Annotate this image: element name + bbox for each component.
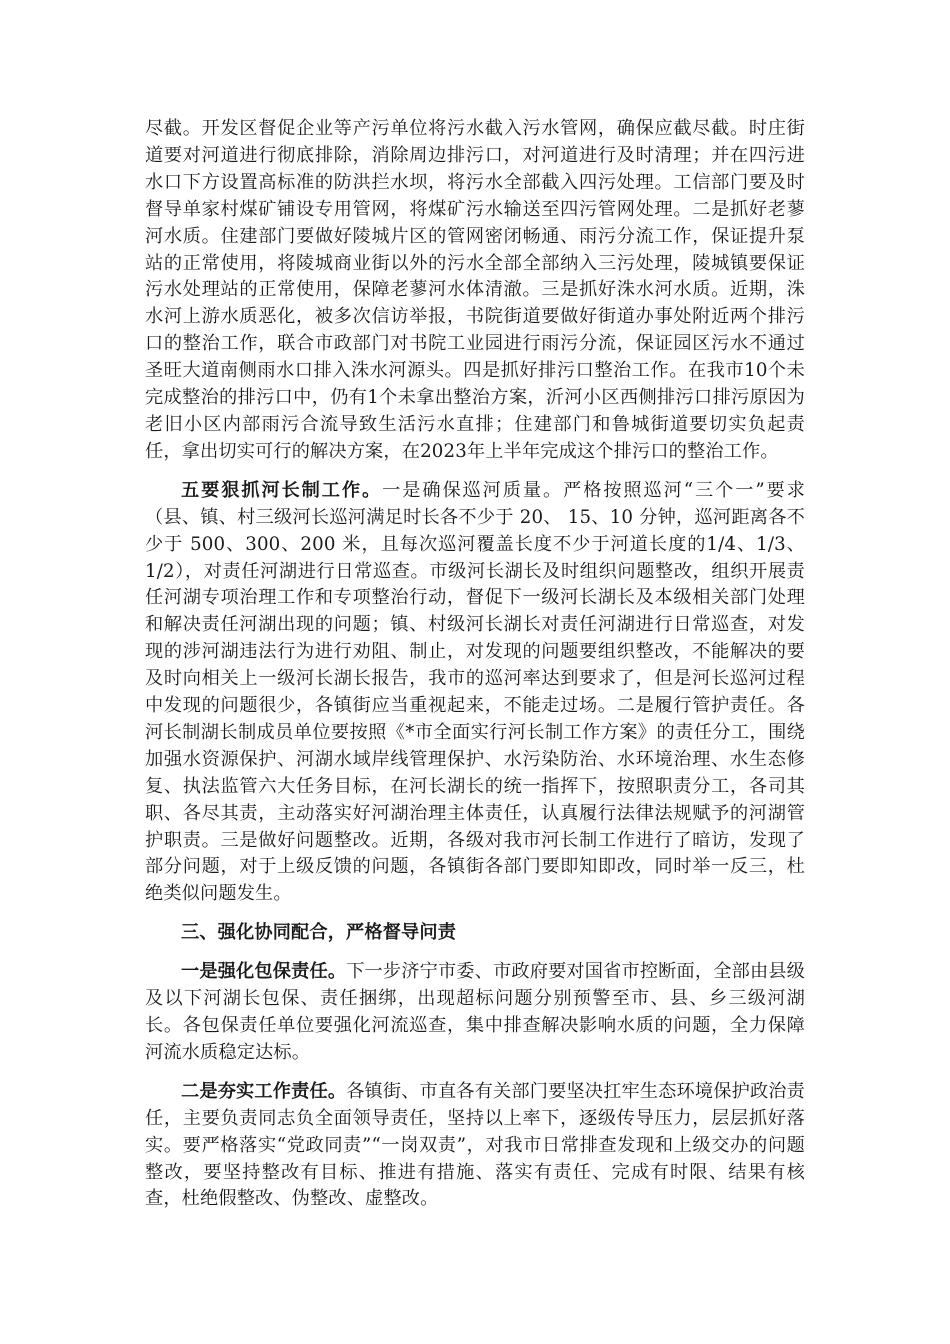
paragraph-lead: 五要狠抓河长制工作。 [181, 479, 383, 501]
body-paragraph [145, 478, 805, 909]
paragraph-text: 尽截。开发区督促企业等产污单位将污水截入污水管网，确保应截尽截。时庄街道要对河道进行彻底排除，消除周边排污口，对河道进行及时清理；并在四污进水口下方设置高标准的防洪拦水坝，将污水全部截入四污处理。工信部门要及时督导单家村煤矿铺设专用管网，将煤矿污水输送至四污管网处理。二是抓好老蓼河水质。住建部门要做好陵城片区的管网密闭畅通、雨污分流工作，保证提升泵站的正常使用，将陵城商业街以外的污水全部全部纳入三污处理，陵城镇要保证污水处理站的正常使用，保障老蓼河水体清澈。三是抓好洙水河水质。近期，洙水河上游水质恶化，被多次信访举报，书院街道要做好街道办事处附近两个排污口的整治工作，联合市政部门对书院工业园进行雨污分流，保证园区污水不通过圣旺大道南侧雨水口排入洙水河源头。四是抓好排污口整治工作。在我市10个未完成整治的排污口中，仍有1个未拿出整治方案，沂河小区西侧排污口排污原因为老旧小区内部雨污合流导致生活污水直排；住建部门和鲁城街道要切实负起责任，拿出切实可行的解决方案，在2023年上半年完成这个排污口的整治工作。 [145, 118, 805, 462]
paragraph-text: 一是确保巡河质量。严格按照巡河“三个一”要求（县、镇、村三级河长巡河满足时长各不少于 20、 15、10 分钟，巡河距离各不少于 500、300、200 米，且每次巡河覆盖长度不少于河道长度的1/4、1/3、1/2），对责任河湖进行日常巡查。市级河长湖长及时组织问题整改，组织开展责任河湖专项治理工作和专项整治行动，督促下一级河长湖长及本级相关部门处理和解决责任河湖出现的问题；镇、村级河长湖长对责任河湖进行日常巡查，对发现的涉河湖违法行为进行劝阻、制止，对发现的问题要组织整改，不能解决的要及时向相关上一级河长湖长报告，我市的巡河率达到要求了，但是河长巡河过程中发现的问题很少，各镇街应当重视起来，不能走过场。二是履行管护责任。各河长制湖长制成员单位要按照《*市全面实行河长制工作方案》的责任分工，围绕加强水资源保护、河湖水域岸线管理保护、水污染防治、水环境治理、水生态修复、执法监管六大任务目标，在河长湖长的统一指挥下，按照职责分工，各司其职、各尽其责，主动落实好河湖治理主体责任，认真履行法律法规赋予的河湖管护职责。三是做好问题整改。近期，各级对我市河长制工作进行了暗访，发现了部分问题，对于上级反馈的问题，各镇街各部门要即知即改，同时举一反三，杜绝类似问题发生。 [145, 479, 805, 905]
section-heading: 三、强化协同配合，严格督导问责 [181, 922, 457, 944]
body-paragraph [145, 116, 805, 466]
paragraph-text: 各镇街、市直各有关部门要坚决扛牢生态环境保护政治责任，主要负责同志负全面领导责任，坚持以上率下，逐级传导压力，层层抓好落实。要严格落实“党政同责”“一岗双责”，对我市日常排查发现和上级交办的问题整改，要坚持整改有目标、推进有措施、落实有责任、完成有时限、结果有核查，杜绝假整改、伪整改、虚整改。 [145, 1080, 805, 1210]
paragraph-lead: 一是强化包保责任。 [181, 961, 347, 983]
document-page [145, 116, 805, 1213]
paragraph-text: 下一步济宁市委、市政府要对国省市控断面，全部由县级及以下河湖长包保、责任捆绑，出现超标问题分别预警至市、县、乡三级河湖长。各包保责任单位要强化河流巡查，集中排查解决影响水质的问题，全力保障河流水质稳定达标。 [145, 961, 805, 1063]
paragraph-lead: 二是夯实工作责任。 [181, 1080, 347, 1102]
body-paragraph [145, 1079, 805, 1214]
body-paragraph [145, 959, 805, 1067]
